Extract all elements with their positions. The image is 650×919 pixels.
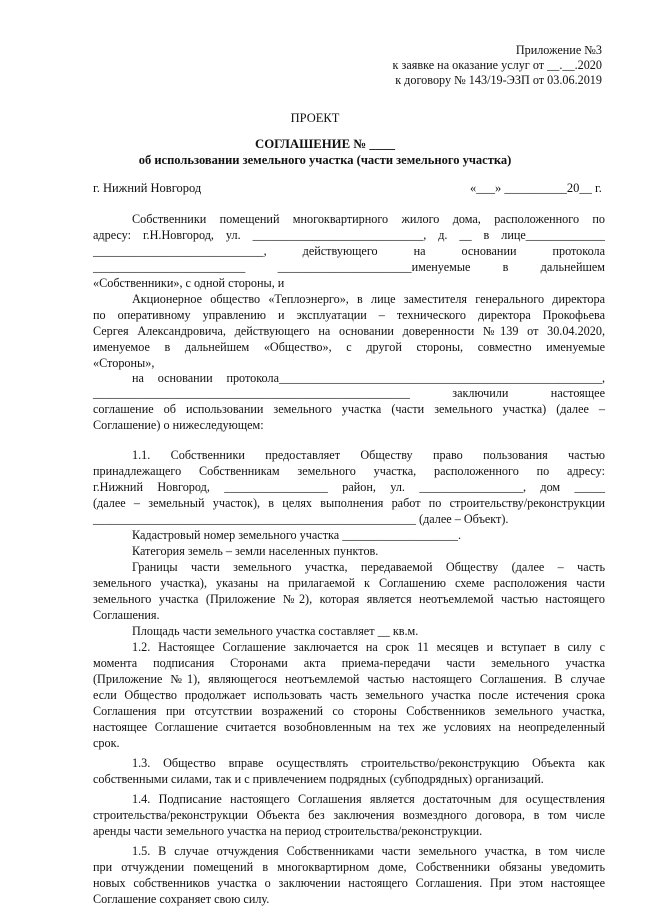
clause-1-4-line: аренды части земельного участка на период строительства/реконструкции. — [93, 824, 483, 838]
clause-1-2-line: настоящее Соглашение считается возобновленным на тех же условиях на неопределенный — [93, 720, 605, 734]
appendix-number: Приложение №3 — [515, 43, 602, 57]
clause-1-1-line: (далее – земельный участок), в целях выполнения работ по строительству/реконструкции — [93, 496, 605, 510]
clause-1-2-line: момента подписания Сторонами акта приема-передачи части земельного участка — [93, 656, 605, 670]
clause-1-4-line: строительства/реконструкции Объекта без заключения возмездного договора, в том числе — [93, 808, 605, 822]
clause-1-5-line: новых собственников участка о заключении настоящего Соглашения. При этом настоящее — [93, 876, 605, 890]
body-line: ____________________________, действующего на основании протокола — [93, 244, 605, 258]
appendix-header — [393, 43, 602, 88]
clause-1-1-line: принадлежащего Собственникам земельного участка, расположенного по адресу: — [93, 464, 605, 478]
body-line: Акционерное общество «Теплоэнерго», в лице заместителя генерального директора — [132, 292, 605, 306]
body-line: именуемое в дальнейшем «Общество», с другой стороны, совместно именуемые — [93, 340, 605, 354]
boundaries-line: Границы части земельного участка, передаваемой Обществу (далее – часть — [132, 560, 605, 574]
boundaries-line: земельного участка (Приложение №2), которая является неотъемлемой частью настоящего — [93, 592, 605, 606]
clause-1-5-line: 1.5. В случае отчуждения Собственниками части земельного участка, в том числе — [132, 844, 605, 858]
clause-1-2-line: Соглашения при отсутствии возражений со стороны Собственников земельного участка, — [93, 704, 605, 718]
body-line: по оперативному управлению и эксплуатации – технического директора Прокофьева — [93, 308, 605, 322]
body-line: ____________________________________________________ заключили настоящее — [93, 386, 605, 400]
clause-1-1-line: 1.1. Собственники предоставляет Обществу право пользования частью — [132, 448, 605, 462]
clause-1-1-line: _____________________________________________________ (далее – Объект). — [93, 512, 509, 526]
city-name: г. Нижний Новгород — [93, 181, 202, 195]
clause-1-5-line: Соглашение сохраняет свою силу. — [93, 892, 270, 906]
clause-1-2-line: (Приложение №1), являющегося неотъемлемой частью настоящего Соглашения. В случае — [93, 672, 605, 686]
body-line: Собственники помещений многоквартирного жилого дома, расположенного по — [132, 212, 605, 226]
body-line: «Собственники», с одной стороны, и — [93, 276, 285, 290]
land-category-line: Категория земель – земли населенных пунктов. — [132, 544, 379, 558]
body-line: Соглашение) о нижеследующем: — [93, 418, 264, 432]
cadastral-number-line: Кадастровый номер земельного участка ___________________. — [132, 528, 462, 542]
body-line: _________________________ ______________________именуемые в дальнейшем — [93, 260, 605, 274]
boundaries-line: земельного участка), указаны на прилагаемой к Соглашению схеме расположения части — [93, 576, 605, 590]
clause-1-3-line: 1.3. Общество вправе осуществлять строительство/реконструкцию Объекта как — [132, 756, 605, 770]
body-line: соглашение об использовании земельного участка (части земельного участка) (далее – — [93, 402, 605, 416]
clause-1-4-line: 1.4. Подписание настоящего Соглашения является достаточным для осуществления — [132, 792, 605, 806]
date-blank: «___» __________20__ г. — [470, 181, 602, 195]
body-line: на основании протокола_____________________________________________________, — [132, 371, 605, 385]
boundaries-line: Соглашения. — [93, 608, 160, 622]
clause-1-1-line: г.Нижний Новгород, _________________ район, ул. _________________, дом _____ — [93, 480, 605, 494]
area-line: Площадь части земельного участка составляет __ кв.м. — [132, 624, 419, 638]
clause-1-5-line: при отчуждении помещений в многоквартирном доме, Собственники обязаны уведомить — [93, 860, 605, 874]
clause-1-2-line: срок. — [93, 736, 120, 750]
project-label: ПРОЕКТ — [290, 111, 340, 125]
agreement-title: СОГЛАШЕНИЕ № ____ — [254, 137, 396, 151]
body-line: «Стороны», — [93, 356, 155, 370]
body-line: Сергея Александровича, действующего на основании доверенности №139 от 30.04.2020, — [93, 324, 605, 338]
clause-1-3-line: собственными силами, так и с привлечением подрядных (субподрядных) организаций. — [93, 772, 544, 786]
clause-1-2-line: 1.2. Настоящее Соглашение заключается на срок 11 месяцев и вступает в силу с — [132, 640, 605, 654]
clause-1-2-line: если Общество продолжает использовать часть земельного участка после истечения срока — [93, 688, 605, 702]
body-line: адресу: г.Н.Новгород, ул. ____________________________, д. __ в лице_____________ — [93, 228, 605, 242]
agreement-subtitle: об использовании земельного участка (части земельного участка) — [138, 153, 512, 167]
request-reference: к заявке на оказание услуг от __.__.2020 — [392, 58, 602, 72]
contract-reference: к договору № 143/19-ЭЗП от 03.06.2019 — [395, 73, 602, 87]
